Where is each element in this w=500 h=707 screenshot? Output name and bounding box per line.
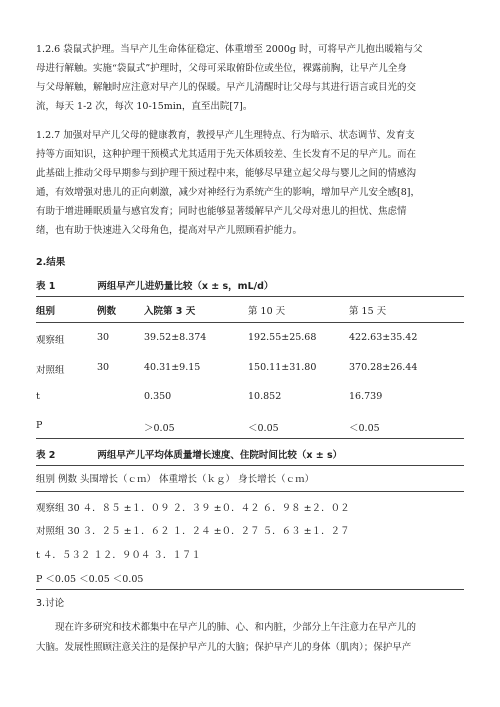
table-2-header-row: 组别 例数 头围增长（ｃｍ） 体重增长（ｋｇ） 身长增长（ｃｍ） — [36, 474, 315, 485]
table-1-header-day15: 第 15 天 — [349, 306, 387, 317]
paragraph-line: 持等方面知识，这种护理干预模式尤其适用于先天体质较差、生长发育不足的早产儿。而在 — [36, 149, 417, 160]
table-cell: 40.31±9.15 — [144, 362, 201, 373]
results-heading: 2.结果 — [36, 257, 66, 268]
paragraph-line: 大脑。发展性照顾注意关注的是保护早产儿的大脑；保护早产儿的身体（肌肉）；保护早产 — [36, 642, 412, 653]
table-cell: ＞0.05 — [144, 423, 175, 434]
paragraph-line: 绪，也有助于快速进入父母角色，提高对早产儿照顾看护能力。 — [36, 225, 303, 236]
table-1-header-count: 例数 — [97, 306, 117, 317]
table-1-bottom-rule — [36, 438, 464, 439]
table-1-header-day10: 第 10 天 — [248, 306, 286, 317]
table-cell: 422.63±35.42 — [349, 332, 418, 343]
table-cell: 150.11±31.80 — [248, 362, 317, 373]
paragraph-line: 母进行解触。实施“袋鼠式”护理时，父母可采取俯卧位或坐位，裸露前胸，让早产儿全身 — [36, 63, 407, 74]
table-1-top-rule — [36, 296, 464, 297]
table-row: 对照组 30 ３．２５ ±１．６２ １．２４ ±０．２７ ５．６３ ±１．２７ — [36, 526, 350, 537]
table-2-header-rule — [36, 491, 464, 492]
table-2-caption — [36, 447, 342, 461]
table-cell: t — [36, 391, 40, 402]
table-cell: 370.28±26.44 — [349, 362, 418, 373]
paragraph-line: 1.2.7 加强对早产儿父母的健康教育，教授早产儿生理特点、行为暗示、状态调节、发育支 — [36, 130, 415, 141]
table-2-label: 表 2 — [36, 450, 56, 461]
discussion-heading: 3.讨论 — [36, 598, 65, 609]
table-cell: ＜0.05 — [349, 423, 380, 434]
table-2-title: 两组早产儿平均体质量增长速度、住院时间比较（x ± s） — [97, 450, 343, 461]
table-row: t ４．５３２ １２．９０４ ３．１７１ — [36, 550, 201, 561]
table-2-top-rule — [36, 465, 464, 466]
paragraph-line: 通，有效增强对患儿的正向刺激，减少对神经行为系统产生的影响，增加早产儿安全感[8]， — [36, 187, 420, 198]
table-cell: 对照组 — [36, 365, 65, 376]
paragraph-line: 此基础上推动父母早期参与到护理干预过程中来，能够尽早建立起父母与婴儿之间的情感沟 — [36, 168, 417, 179]
table-1-header-group: 组别 — [36, 306, 56, 317]
table-cell: 16.739 — [349, 391, 383, 402]
table-cell: 10.852 — [248, 391, 282, 402]
table-row: P ＜0.05 ＜0.05 ＜0.05 — [36, 574, 144, 585]
table-1-header-rule — [36, 322, 464, 323]
table-cell: P — [36, 420, 43, 431]
table-cell: 0.350 — [144, 391, 172, 402]
table-cell: 39.52±8.374 — [144, 332, 207, 343]
paragraph-line: 有助于增进睡眠质量与感官发育；同时也能够显著缓解早产儿父母对患儿的担忧、焦虑情 — [36, 206, 407, 217]
paragraph-line: 与父母解触，解触时应注意对早产儿的保暖。早产儿清醒时让父母与其进行语言或目光的交 — [36, 82, 417, 93]
paragraph-line: 流，每天 1-2 次，每次 10-15min，直至出院[7]。 — [36, 101, 253, 112]
table-cell: 30 — [97, 362, 110, 373]
table-cell: 192.55±25.68 — [248, 332, 317, 343]
table-cell: ＜0.05 — [248, 423, 279, 434]
table-cell: 30 — [97, 332, 110, 343]
table-1-title: 两组早产儿进奶量比较（x ± s，mL/d） — [97, 281, 274, 292]
table-row: 观察组 30 ４．８５ ±１．０９ ２．３９ ±０．４２ ６．９８ ±２．０２ — [36, 503, 350, 514]
table-1-caption — [36, 278, 273, 292]
table-cell: 观察组 — [36, 335, 65, 346]
paragraph-line: 现在许多研究和技术都集中在早产儿的肺、心、和内脏，少部分上午注意力在早产儿的 — [55, 622, 417, 633]
table-1-header-day3: 入院第 3 天 — [144, 306, 196, 317]
table-1-label: 表 1 — [36, 281, 56, 292]
table-2-bottom-rule — [36, 589, 464, 590]
paragraph-line: 1.2.6 袋鼠式护理。当早产儿生命体征稳定、体重增至 2000g 时，可将早产儿抱出暖箱与父 — [36, 44, 423, 55]
